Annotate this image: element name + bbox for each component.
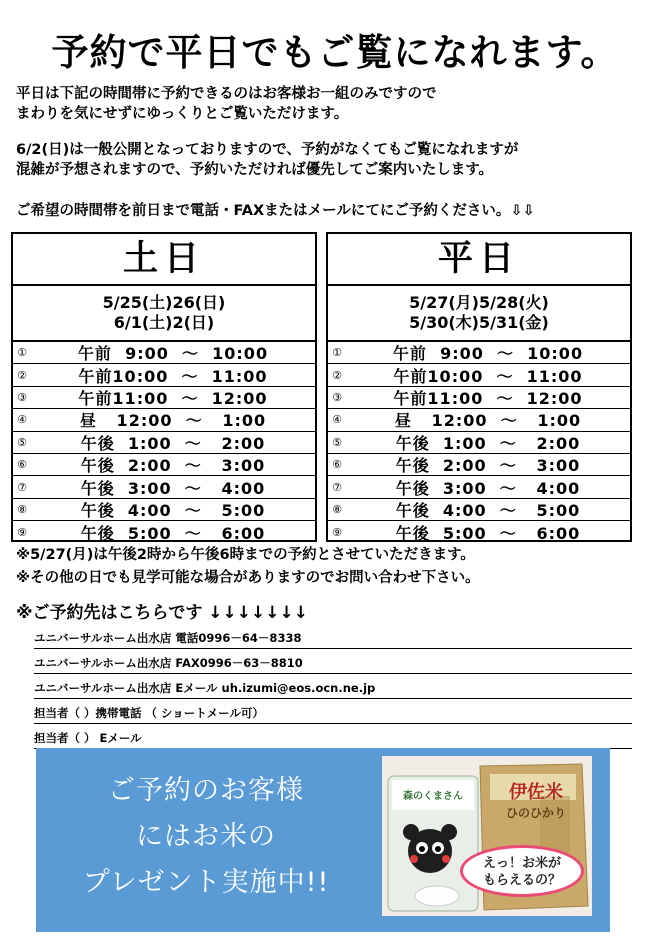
slot-time: 午後 5:00 ～ 6:00 [395, 523, 581, 543]
slot-time: 午後 3:00 ～ 4:00 [395, 478, 581, 498]
bubble-line-2: もらえるの？ [482, 873, 561, 888]
time-slot-row[interactable] [13, 476, 315, 498]
slot-number: ③ [17, 390, 27, 404]
slot-time: 午後 4:00 ～ 5:00 [80, 500, 266, 520]
slot-time: 午後 2:00 ～ 3:00 [395, 456, 581, 476]
slot-number: ⑦ [17, 480, 27, 494]
weekday-dates-line-1: 5/27(月)5/28(火) [409, 293, 549, 312]
slot-number: ⑥ [17, 458, 27, 472]
slot-number: ⑧ [332, 502, 342, 516]
slot-time: 午前11:00 ～ 12:00 [393, 388, 583, 408]
weekend-dates-line-1: 5/25(土)26(日) [102, 293, 226, 312]
time-slot-row[interactable] [328, 432, 630, 454]
speech-bubble [460, 845, 584, 897]
bubble-line-1: えっ！お米が [482, 856, 561, 871]
slot-number: ⑥ [332, 458, 342, 472]
weekday-slots [328, 342, 630, 544]
slot-number: ④ [332, 413, 342, 427]
slot-number: ⑨ [332, 525, 342, 539]
slot-time: 午前11:00 ～ 12:00 [78, 388, 268, 408]
slot-number: ⑧ [17, 502, 27, 516]
page-title: 予約で平日でもご覧になれます。 [51, 31, 619, 74]
weekday-dates-line-2: 5/30(木)5/31(金) [409, 313, 549, 332]
note-2: ※その他の日でも見学可能な場合がありますのでお問い合わせ下さい。 [16, 570, 480, 586]
intro-line-2: まわりを気にせずにゆっくりとご覧いただけます。 [16, 106, 349, 122]
intro-line-3: 6/2(日)は一般公開となっておりますので、予約がなくてもご覧になれますが [16, 142, 519, 158]
rice-bag-sub-right: ひのひかり [505, 806, 566, 820]
slot-number: ③ [332, 390, 342, 404]
time-slot-row[interactable] [13, 364, 315, 386]
slot-time: 午後 2:00 ～ 3:00 [80, 456, 266, 476]
contact-fax-row[interactable]: ユニバーサルホーム出水店 FAX0996－63－8810 [34, 653, 632, 674]
contact-staff-mobile-row: 担当者（ ）携帯電話 （ ショートメール可） [34, 703, 632, 724]
weekend-slots [13, 342, 315, 544]
slot-number: ② [17, 368, 27, 382]
weekday-dates [328, 286, 630, 342]
slot-time: 午前 9:00 ～ 10:00 [77, 344, 269, 364]
intro-line-4: 混雑が予想されますので、予約いただければ優先してご案内いたします。 [16, 162, 494, 178]
slot-time: 昼 12:00 ～ 1:00 [79, 411, 267, 431]
time-slot-row[interactable] [13, 409, 315, 431]
time-slot-row[interactable] [13, 432, 315, 454]
slot-time: 午前 9:00 ～ 10:00 [392, 344, 584, 364]
slot-number: ⑨ [17, 525, 27, 539]
contact-staff-email-row: 担当者（ ） Eメール [34, 728, 632, 749]
reservation-instruction: ご希望の時間帯を前日まで電話・FAXまたはメールにてにご予約ください。⇩⇩ [16, 203, 535, 219]
banner-line-2: にはお米の [136, 821, 276, 852]
time-slot-row[interactable] [13, 342, 315, 364]
slot-number: ④ [17, 413, 27, 427]
slot-time: 午後 4:00 ～ 5:00 [395, 500, 581, 520]
time-slot-row[interactable] [328, 454, 630, 476]
slot-number: ① [17, 346, 27, 360]
contact-phone-row[interactable]: ユニバーサルホーム出水店 電話0996－64－8338 [34, 628, 632, 649]
time-slot-row[interactable] [13, 387, 315, 409]
contact-title: ※ご予約先はこちらです ↓↓↓↓↓↓↓ [16, 603, 308, 623]
time-slot-row[interactable] [13, 521, 315, 543]
slot-time: 午後 1:00 ～ 2:00 [395, 433, 581, 453]
slot-time: 午後 1:00 ～ 2:00 [80, 433, 266, 453]
time-slot-row[interactable] [328, 364, 630, 386]
slot-time: 昼 12:00 ～ 1:00 [394, 411, 582, 431]
rice-bag-label-left: 森のくまさん [403, 791, 463, 802]
time-slot-row[interactable] [328, 521, 630, 543]
note-1: ※5/27(月)は午後2時から午後6時までの予約とさせていただきます。 [16, 547, 475, 563]
weekend-heading: 土日 [13, 234, 315, 286]
slot-number: ⑤ [17, 435, 27, 449]
intro-line-1: 平日は下記の時間帯に予約できるのはお客様お一組のみですので [16, 86, 437, 102]
weekend-dates [13, 286, 315, 342]
slot-time: 午後 5:00 ～ 6:00 [80, 523, 266, 543]
time-slot-row[interactable] [13, 499, 315, 521]
weekday-schedule-table [326, 232, 632, 542]
time-slot-row[interactable] [328, 409, 630, 431]
rice-bag-label-right: 伊佐米 [509, 782, 563, 803]
banner-text [36, 768, 376, 906]
slot-number: ② [332, 368, 342, 382]
time-slot-row[interactable] [328, 476, 630, 498]
slot-time: 午前10:00 ～ 11:00 [78, 366, 268, 386]
time-slot-row[interactable] [328, 499, 630, 521]
weekend-schedule-table [11, 232, 317, 542]
slot-number: ⑦ [332, 480, 342, 494]
time-slot-row[interactable] [328, 387, 630, 409]
banner-line-3: プレゼント実施中!! [82, 867, 330, 898]
time-slot-row[interactable] [13, 454, 315, 476]
contact-email-row[interactable]: ユニバーサルホーム出水店 Eメール uh.izumi@eos.ocn.ne.jp [34, 678, 632, 699]
banner-line-1: ご予約のお客様 [108, 775, 304, 806]
weekend-dates-line-2: 6/1(土)2(日) [113, 313, 215, 332]
weekday-heading: 平日 [328, 234, 630, 286]
slot-number: ① [332, 346, 342, 360]
time-slot-row[interactable] [328, 342, 630, 364]
slot-time: 午前10:00 ～ 11:00 [393, 366, 583, 386]
slot-time: 午後 3:00 ～ 4:00 [80, 478, 266, 498]
slot-number: ⑤ [332, 435, 342, 449]
